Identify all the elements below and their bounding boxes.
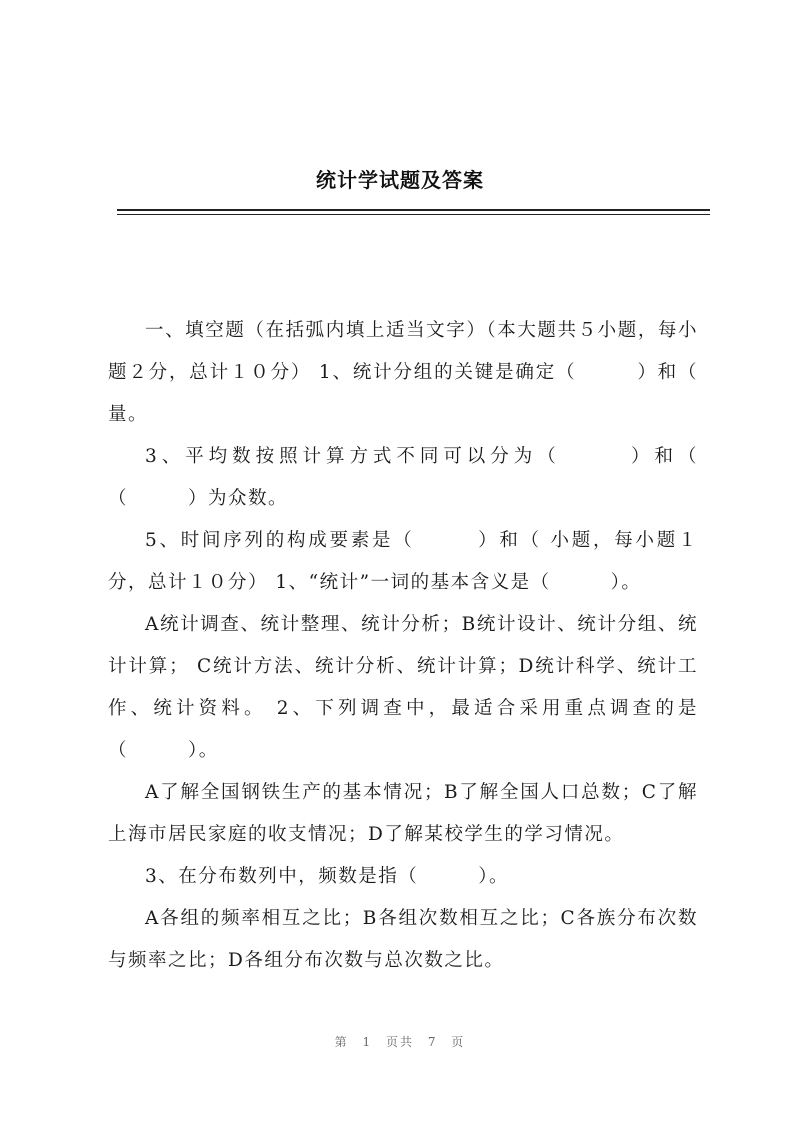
paragraph: 3、在分布数列中，频数是指（ ）。 xyxy=(145,866,510,887)
footer-label-page: 第 xyxy=(334,1035,349,1049)
page-footer xyxy=(0,1033,800,1050)
paragraph: 5、时间序列的构成要素是（ ）和（ 小题，每小题１分，总计１０分） 1、“统计”一词的基本含义是（ ）。 xyxy=(108,530,698,593)
paragraph: A各组的频率相互之比；B各组次数相互之比；C各族分布次数与频率之比；D各组分布次数与总次数之比。 xyxy=(108,908,698,971)
title-divider-thin xyxy=(117,214,710,215)
footer-label-end: 页 xyxy=(451,1035,466,1049)
paragraph: 3、平均数按照计算方式不同可以分为（ ）和（ （ ）为众数。 xyxy=(108,446,698,509)
title-divider xyxy=(117,209,710,211)
paragraph: A了解全国钢铁生产的基本情况；B了解全国人口总数；C了解上海市居民家庭的收支情况；D了解某校学生的学习情况。 xyxy=(108,782,698,845)
footer-total-pages: 7 xyxy=(427,1035,438,1049)
footer-label-of: 页共 xyxy=(385,1035,414,1049)
paragraph: 一、填空题（在括弧内填上适当文字）（本大题共５小题，每小题２分，总计１０分） 1、统计分组的关键是确定（ ）和（ 量。 xyxy=(108,320,698,425)
footer-current-page: 1 xyxy=(362,1035,373,1049)
paragraph: A统计调查、统计整理、统计分析；B统计设计、统计分组、统计计算； C统计方法、统计分析、统计计算；D统计科学、统计工作、统计资料。 2、下列调查中，最适合采用重点调查的是（ ）。 xyxy=(108,614,698,761)
document-title: 统计学试题及答案 xyxy=(316,168,484,192)
document-body xyxy=(108,310,698,982)
